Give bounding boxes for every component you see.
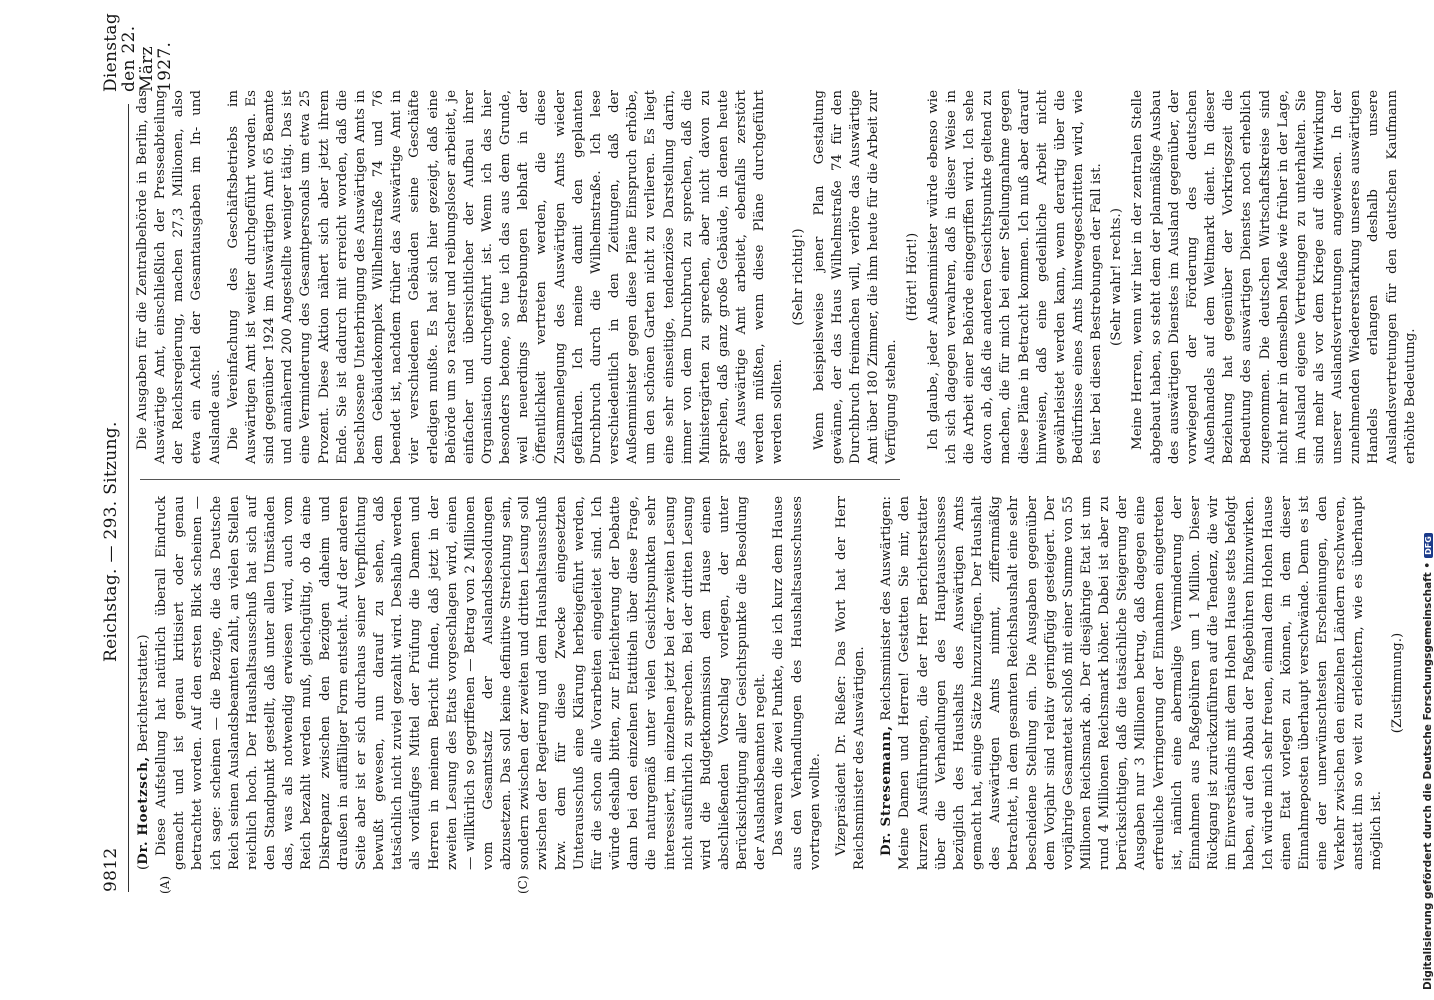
- paragraph-vice-president: Vizepräsident Dr. Rießer: Das Wort hat der Herr Reichsminister des Auswärtigen.: [833, 496, 868, 870]
- paragraph: Das waren die zwei Punkte, die ich kurz dem Hause aus den Verhandlungen des Haushaltsausschusses vortragen wollte.: [771, 496, 823, 870]
- watermark-text: [1422, 10, 1434, 990]
- page-number: 9812: [101, 847, 121, 892]
- paragraph: Ich glaube, jeder Außenminister würde ebenso wie ich sich dagegen verwahren, daß in dieser Weise in die Arbeit einer Behörde eingegriffen wird. Ich sehe davon ab, daß die anderen Gesichtspunkte geltend zu machen, die für mich bei einer Stellungnahme gegen diese Pläne in Betracht kommen. Ich muß aber darauf hinweisen, daß eine gedeihliche Arbeit nicht gewährleistet werden kann, wenn derartig über die Bedürfnisse eines Amts hinweggeschritten wird, wie es hier bei diesen Bestrebungen der Fall ist.: [925, 90, 1105, 464]
- spacer: [869, 496, 877, 870]
- spacer: [825, 496, 833, 870]
- paragraph-stresemann: [877, 496, 1386, 870]
- interjection: (Hört! Hört!): [904, 232, 920, 322]
- interjection: (Sehr richtig!): [790, 228, 806, 326]
- column-divider: [140, 479, 900, 480]
- running-title: Reichstag. — 293. Sitzung.: [101, 421, 121, 662]
- margin-letter-a: (A): [158, 875, 172, 894]
- paragraph: Meine Herren, wenn wir hier in der zentralen Stelle abgebaut haben, so steht dem der planmäßige Ausbau des auswärtigen Dienstes im Ausland gegenüber, der vorwiegend der Förderung des deutschen Außenhandels auf dem Weltmarkt dient. In dieser Beziehung hat gegenüber der Vorkriegszeit die Bedeutung des auswärtigen Dienstes noch erheblich zugenommen. Die deutschen Wirtschaftskreise sind nicht mehr in demselben Maße wie früher in der Lage, im Ausland eigene Vertretungen zu unterhalten. Sie sind mehr als vor dem Kriege auf die Mitwirkung unserer Auslandsvertretungen angewiesen. In der zunehmenden Wiedererstarkung unseres auswärtigen Handels erlangen deshalb unsere Auslandsvertretungen für den deutschen Kaufmann erhöhte Bedeutung.: [1130, 90, 1418, 464]
- paragraph: Wenn beispielsweise jener Plan Gestaltung gewänne, der das Haus Wilhelmstraße 74 für den Durchbruch freimachen will, verlöre das Auswärtige Amt über 180 Zimmer, die ihm heute für die Arbeit zur Verfügung stehen.: [811, 90, 900, 464]
- paragraph: Die Ausgaben für die Zentralbehörde in Berlin, das Auswärtige Amt, einschließlich der Presseabteilung der Reichsregierung, machen 27,3 Millionen, also etwa ein Achtel der Gesamtausgaben im In- und Auslande aus.: [135, 90, 223, 464]
- watermark-label: Digitalisierung gefördert durch die Deutsche Forschungsgemeinschaft •: [1422, 561, 1434, 990]
- left-text-column: [134, 496, 1410, 870]
- right-text-column: [134, 90, 1420, 464]
- speaker-role: Berichterstatter.): [136, 634, 151, 752]
- rotated-document-page: [100, 12, 1418, 900]
- dfg-logo: DFG: [1424, 533, 1433, 558]
- digitization-watermark: [1420, 10, 1434, 990]
- speaker-header: (Dr. Hoetzsch, Berichterstatter.): [135, 634, 151, 870]
- paragraph: Die Vereinfachung des Geschäftsbetriebs im Auswärtigen Amt ist weiter durchgeführt worden. Es sind gegenüber 1924 im Auswärtigen Amt 65 Beamte und annähernd 200 Angestellte weniger tätig. Das ist eine Verminderung des Gesamtpersonals um etwa 25 Prozent. Diese Aktion nähert sich aber jetzt ihrem Ende. Sie ist dadurch mit erreicht worden, daß die beschlossene Unterbringung des Auswärtigen Amts in dem Gebäudekomplex Wilhelmstraße 74 und 76 beendet ist, nachdem früher das Auswärtige Amt in vier verschiedenen Gebäuden seine Geschäfte erledigen mußte. Es hat sich hier gezeigt, daß eine Behörde um so rascher und reibungsloser arbeitet, je einfacher und übersichtlicher der Aufbau ihrer Organisation durchgeführt ist. Wenn ich das hier besonders betone, so tue ich das aus dem Grunde, weil neuerdings Bestrebungen lebhaft in der Öffentlichkeit vertreten werden, die diese Zusammenlegung des Auswärtigen Amts wieder gefährden. Ich meine damit den geplanten Durchbruch durch die Wilhelmstraße. Ich lese verschiedentlich in den Zeitungen, daß der Außenminister gegen diese Pläne Einspruch erhöbe, um den schönen Garten nicht zu verlieren. Es liegt eine sehr einseitige, tendenziöse Darstellung darin, immer von dem Durchbruch zu sprechen, daß die Ministergärten zu sprechen, aber nicht davon zu sprechen, daß ganz große Gebäude, in denen heute das Auswärtige Amt arbeitet, ebenfalls zerstört werden müßten, wenn diese Pläne durchgeführt werden sollten.: [225, 90, 786, 464]
- speaker-name: Dr. Stresemann,: [878, 725, 895, 856]
- margin-letter-c: (C): [516, 875, 530, 894]
- interjection: (Sehr wahr! rechts.): [1109, 208, 1125, 346]
- paragraph: Diese Aufstellung hat natürlich überall Eindruck gemacht und ist genau kritisiert oder genau betrachtet worden. Auf den ersten Blick scheinen — ich sage: scheinen — die Bezüge, die das Deutsche Reich seinen Auslandsbeamten zahlt, an vielen Stellen reichlich hoch. Der Haushaltsausschuß hat sich auf den Standpunkt gestellt, daß unter allen Umständen das, was als notwendig erwiesen wird, auch vom Reich bezahlt werden muß, gleichgültig, ob da eine Diskrepanz zwischen den Bezügen daheim und draußen in auffälliger Form entsteht. Auf der anderen Seite aber ist er sich durchaus seiner Verpflichtung bewußt gewesen, nun darauf zu sehen, daß tatsächlich nicht zuviel gezahlt wird. Deshalb werden als vorläufiges Mittel der Prüfung die Damen und Herren in meinem Bericht finden, daß jetzt in der zweiten Lesung des Etats vorgeschlagen wird, einen — willkürlich so gegriffenen — Betrag von 2 Millionen vom Gesamtsatz der Auslandsbesoldungen abzusetzen. Das soll keine definitive Streichung sein, sondern zwischen der zweiten und dritten Lesung soll zwischen der Regierung und dem Haushaltsausschuß bzw. dem für diese Zwecke eingesetzten Unterausschuß eine Klärung herbeigeführt werden, für die schon alle Vorarbeiten eingeleitet sind. Ich würde deshalb bitten, zur Erleichterung der Debatte dann bei den einzelnen Etattiteln über diese Frage, die naturgemäß unter vielen Gesichtspunkten sehr interessiert, im einzelnen jetzt bei der zweiten Lesung nicht ausführlich zu sprechen. Bei der dritten Lesung wird die Budgetkommission dem Hause einen abschließenden Vorschlag vorlegen, der unter Berücksichtigung aller Gesichtspunkte die Besoldung der Auslandsbeamten regelt.: [154, 496, 769, 870]
- paragraph-text: Reichsminister des Auswärtigen: Meine Damen und Herren! Gestatten Sie mir, den kurzen Ausführungen, die der Herr Berichterstatter über die Verhandlungen des Hauptausschusses bezüglich des Haushalts des Auswärtigen Amts gemacht hat, einige Sätze hinzuzufügen. Der Haushalt des Auswärtigen Amts nimmt, ziffernmäßig betrachtet, in dem gesamten Reichshaushalt eine sehr bescheidene Stellung ein. Die Ausgaben gegenüber dem Vorjahr sind relativ geringfügig gesteigert. Der vorjährige Gesamtetat schloß mit einer Summe von 55 Millionen Reichsmark ab. Der diesjährige Etat ist um rund 4 Millionen Reichsmark höher. Dabei ist aber zu berücksichtigen, daß die tatsächliche Steigerung der Ausgaben nur 3 Millionen betrug, daß dagegen eine erfreuliche Verringerung der Einnahmen eingetreten ist, nämlich eine abermalige Verminderung der Einnahmen aus Paßgebühren um 1 Million. Dieser Rückgang ist zurückzuführen auf die Tendenz, die wir im Einverständnis mit dem Hohen Hause stets befolgt haben, auf den Abbau der Paßgebühren hinzuwirken. Ich würde mich sehr freuen, einmal dem Hohen Hause einen Etat vorlegen zu können, in dem dieser Einnahmeposten überhaupt verschwände. Denn es ist eine der unerwünschtesten Erscheinungen, den Verkehr zwischen den einzelnen Ländern erschweren, anstatt ihn so weit zu erleichtern, wie es überhaupt möglich ist.: [879, 496, 1385, 870]
- speaker-name: Dr. Hoetzsch,: [135, 756, 151, 865]
- interjection: (Zustimmung.): [1389, 632, 1405, 734]
- session-date: Dienstag den 22. März 1927.: [101, 12, 176, 92]
- header-rule: [128, 104, 129, 892]
